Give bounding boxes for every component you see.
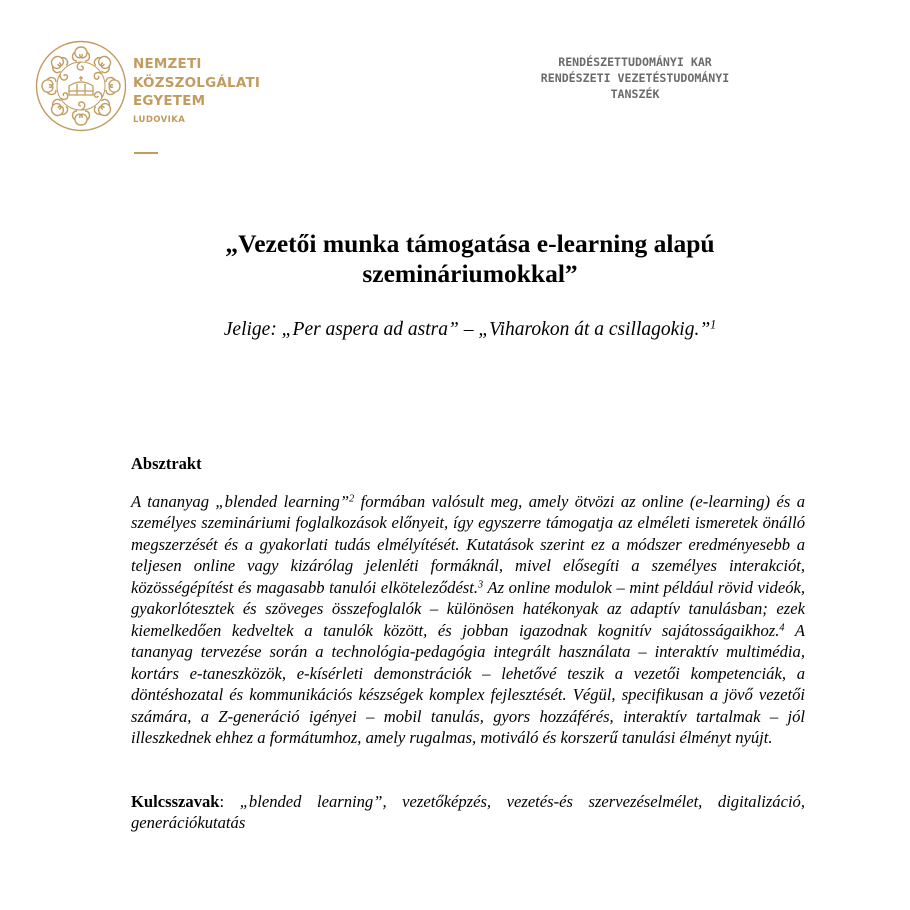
- keywords-label: Kulcsszavak: [131, 792, 220, 811]
- keywords: [131, 791, 805, 833]
- university-name-line: NEMZETI: [133, 56, 202, 72]
- logo-divider: [134, 152, 158, 154]
- keywords-separator: :: [219, 792, 240, 811]
- university-name-line: KÖZSZOLGÁLATI: [133, 74, 261, 91]
- abstract-heading: Absztrakt: [131, 454, 202, 473]
- university-subname: LUDOVIKA: [133, 114, 186, 125]
- abstract-text: formában valósult meg, amely ötvözi az online (e-learning) és a személyes szemináriumi foglalkozások előnyeit, így egyszerre támogatja az elméleti ismeretek önálló megszerzését és a gyakorlati tudás elmélyítését. Kutatások szerint ez a módszer eredményesebb a teljesen online vagy kizárólag jelenléti formáknál, mivel elősegíti a személyes interakciót, közösségépítést és magasabb tanulói elköteleződést.: [131, 492, 805, 597]
- keywords-list: „blended learning”, vezetőképzés, vezetés-és szervezéselmélet, digitalizáció, generációkutatás: [131, 792, 805, 832]
- title-line: „Vezetői munka támogatása e-learning alapú: [225, 229, 715, 258]
- motto-text: Jelige: „Per aspera ad astra” – „Viharokon át a csillagokig.”: [223, 319, 711, 340]
- university-name: [133, 55, 260, 126]
- faculty-header: [490, 54, 780, 102]
- motto: [150, 318, 790, 342]
- faculty-line: TANSZÉK: [610, 87, 660, 101]
- university-crest-icon: [35, 40, 127, 132]
- abstract-body: [131, 491, 805, 748]
- abstract-text: Az online modulok – mint például rövid videók, gyakorlótesztek és szöveges összefoglalók – különösen hatékonyak az adaptív tanulásban; ezek kiemelkedően kedveltek a tanulók között, és jobban igazodnak kognitív sajátosságaikhoz.: [131, 577, 805, 640]
- footnote-ref[interactable]: 2: [349, 493, 355, 505]
- university-name-line: EGYETEM: [133, 93, 206, 109]
- title-line: szemináriumokkal”: [362, 259, 578, 288]
- abstract-text: A tananyag tervezése során a technológia-pedagógia integrált használata – interaktív multimédia, kortárs e-taneszközök, e-kísérleti demonstrációk – lehetővé teszik a vezetői kompetenciák, a döntéshozatal és kommunikációs készségek komplex fejlesztését. Végül, specifikusan a jövő vezetői számára, a Z-generáció igényei – mobil tanulás, gyors hozzáférés, interaktív tartalmak – jól illeszkednek ehhez a formátumhoz, amely rugalmas, motiváló és korszerű tanulási élményt nyújt.: [131, 620, 805, 747]
- footnote-ref[interactable]: 1: [710, 317, 717, 332]
- faculty-line: RENDÉSZETI VEZETÉSTUDOMÁNYI: [540, 71, 730, 85]
- faculty-line: RENDÉSZETTUDOMÁNYI KAR: [558, 55, 712, 69]
- footnote-ref[interactable]: 4: [779, 622, 785, 634]
- abstract-text: A tananyag „blended learning”: [131, 492, 350, 511]
- document-title: [150, 229, 790, 289]
- footnote-ref[interactable]: 3: [478, 579, 484, 591]
